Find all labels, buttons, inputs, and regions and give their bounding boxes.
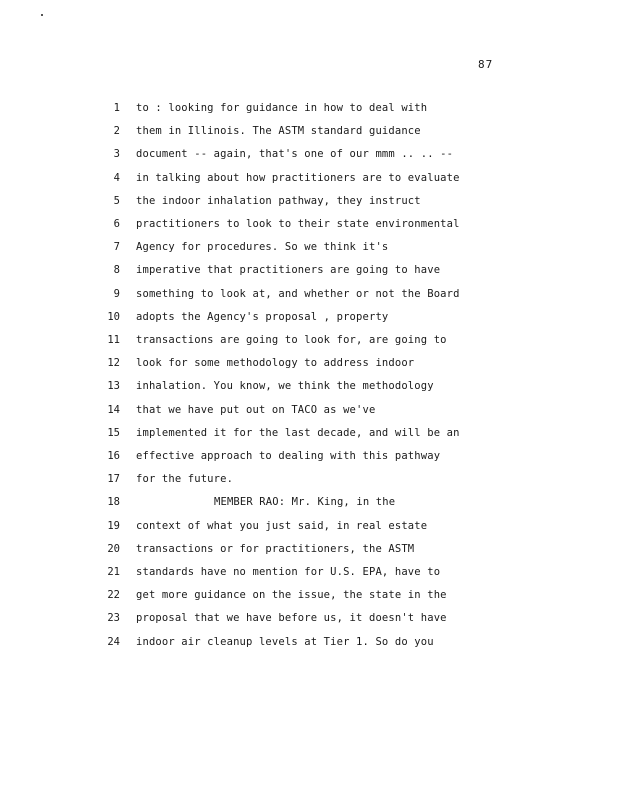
transcript-line	[0, 403, 619, 423]
transcript-line	[0, 472, 619, 492]
line-text: something to look at, and whether or not the Board	[136, 287, 460, 300]
line-text: look for some methodology to address indoor	[136, 357, 415, 370]
line-number: 3	[113, 148, 120, 161]
line-number: 21	[107, 566, 120, 578]
transcript-line	[0, 449, 619, 469]
line-text: indoor air cleanup levels at Tier 1. So do you	[136, 635, 434, 648]
transcript-line	[0, 542, 619, 562]
line-number: 24	[107, 635, 120, 648]
line-text: proposal that we have before us, it doesn't have	[136, 612, 447, 625]
transcript-line	[0, 356, 619, 376]
line-text: Agency for procedures. So we think it's	[136, 241, 389, 254]
line-text: for the future.	[136, 473, 234, 486]
line-number: 13	[107, 380, 120, 393]
line-number: 4	[113, 171, 120, 184]
transcript-line	[0, 379, 619, 399]
line-number: 9	[113, 287, 120, 300]
transcript-line	[0, 263, 619, 283]
line-number: 18	[107, 496, 120, 509]
line-text: practitioners to look to their state environmental	[136, 218, 460, 230]
line-number: 6	[113, 218, 120, 230]
line-text: in talking about how practitioners are to evaluate	[136, 171, 460, 184]
transcript-line	[0, 171, 619, 191]
transcript-line	[0, 426, 619, 446]
line-text: get more guidance on the issue, the state in the	[136, 589, 447, 602]
line-number: 16	[107, 450, 120, 462]
line-text: standards have no mention for U.S. EPA, have to	[136, 566, 441, 578]
transcript-line	[0, 333, 619, 353]
line-number: 22	[107, 589, 120, 602]
line-number: 7	[113, 241, 120, 254]
transcript-line	[0, 565, 619, 585]
line-text: adopts the Agency's proposal , property	[136, 310, 389, 323]
line-text: MEMBER RAO: Mr. King, in the	[214, 496, 396, 509]
line-number: 11	[107, 334, 120, 346]
line-number: 19	[107, 519, 120, 532]
transcript-line	[0, 287, 619, 307]
line-text: document -- again, that's one of our mmm .. .. --	[136, 148, 454, 161]
line-text: imperative that practitioners are going to have	[136, 264, 441, 277]
line-number: 8	[113, 264, 120, 277]
transcript-line	[0, 588, 619, 608]
line-text: effective approach to dealing with this pathway	[136, 450, 441, 462]
transcript-line	[0, 147, 619, 167]
transcript-line	[0, 310, 619, 330]
line-number: 17	[107, 473, 120, 486]
line-text: that we have put out on TACO as we've	[136, 403, 376, 416]
line-number: 5	[113, 194, 120, 207]
line-number: 10	[107, 310, 120, 323]
line-number: 2	[113, 125, 120, 138]
line-text: inhalation. You know, we think the methodology	[136, 380, 434, 393]
transcript-line	[0, 101, 619, 121]
line-number: 14	[107, 403, 120, 416]
transcript-line	[0, 124, 619, 144]
line-number: 1	[113, 102, 120, 114]
transcript-line	[0, 217, 619, 237]
line-text: context of what you just said, in real estate	[136, 519, 428, 532]
line-number: 12	[107, 357, 120, 370]
line-text: transactions are going to look for, are going to	[136, 334, 447, 346]
line-text: the indoor inhalation pathway, they instruct	[136, 194, 421, 207]
line-text: implemented it for the last decade, and will be an	[136, 426, 460, 439]
transcript-line	[0, 611, 619, 631]
transcript-line	[0, 194, 619, 214]
line-text: them in Illinois. The ASTM standard guidance	[136, 125, 421, 138]
line-number: 20	[107, 542, 120, 555]
scan-speck	[41, 14, 43, 16]
line-number: 23	[107, 612, 120, 625]
transcript-line	[0, 495, 619, 515]
line-number: 15	[107, 426, 120, 439]
page-number: 87	[478, 58, 494, 71]
transcript-line	[0, 519, 619, 539]
line-text: transactions or for practitioners, the ASTM	[136, 542, 415, 555]
transcript-line	[0, 240, 619, 260]
line-text: to : looking for guidance in how to deal with	[136, 102, 428, 114]
transcript-line	[0, 635, 619, 655]
